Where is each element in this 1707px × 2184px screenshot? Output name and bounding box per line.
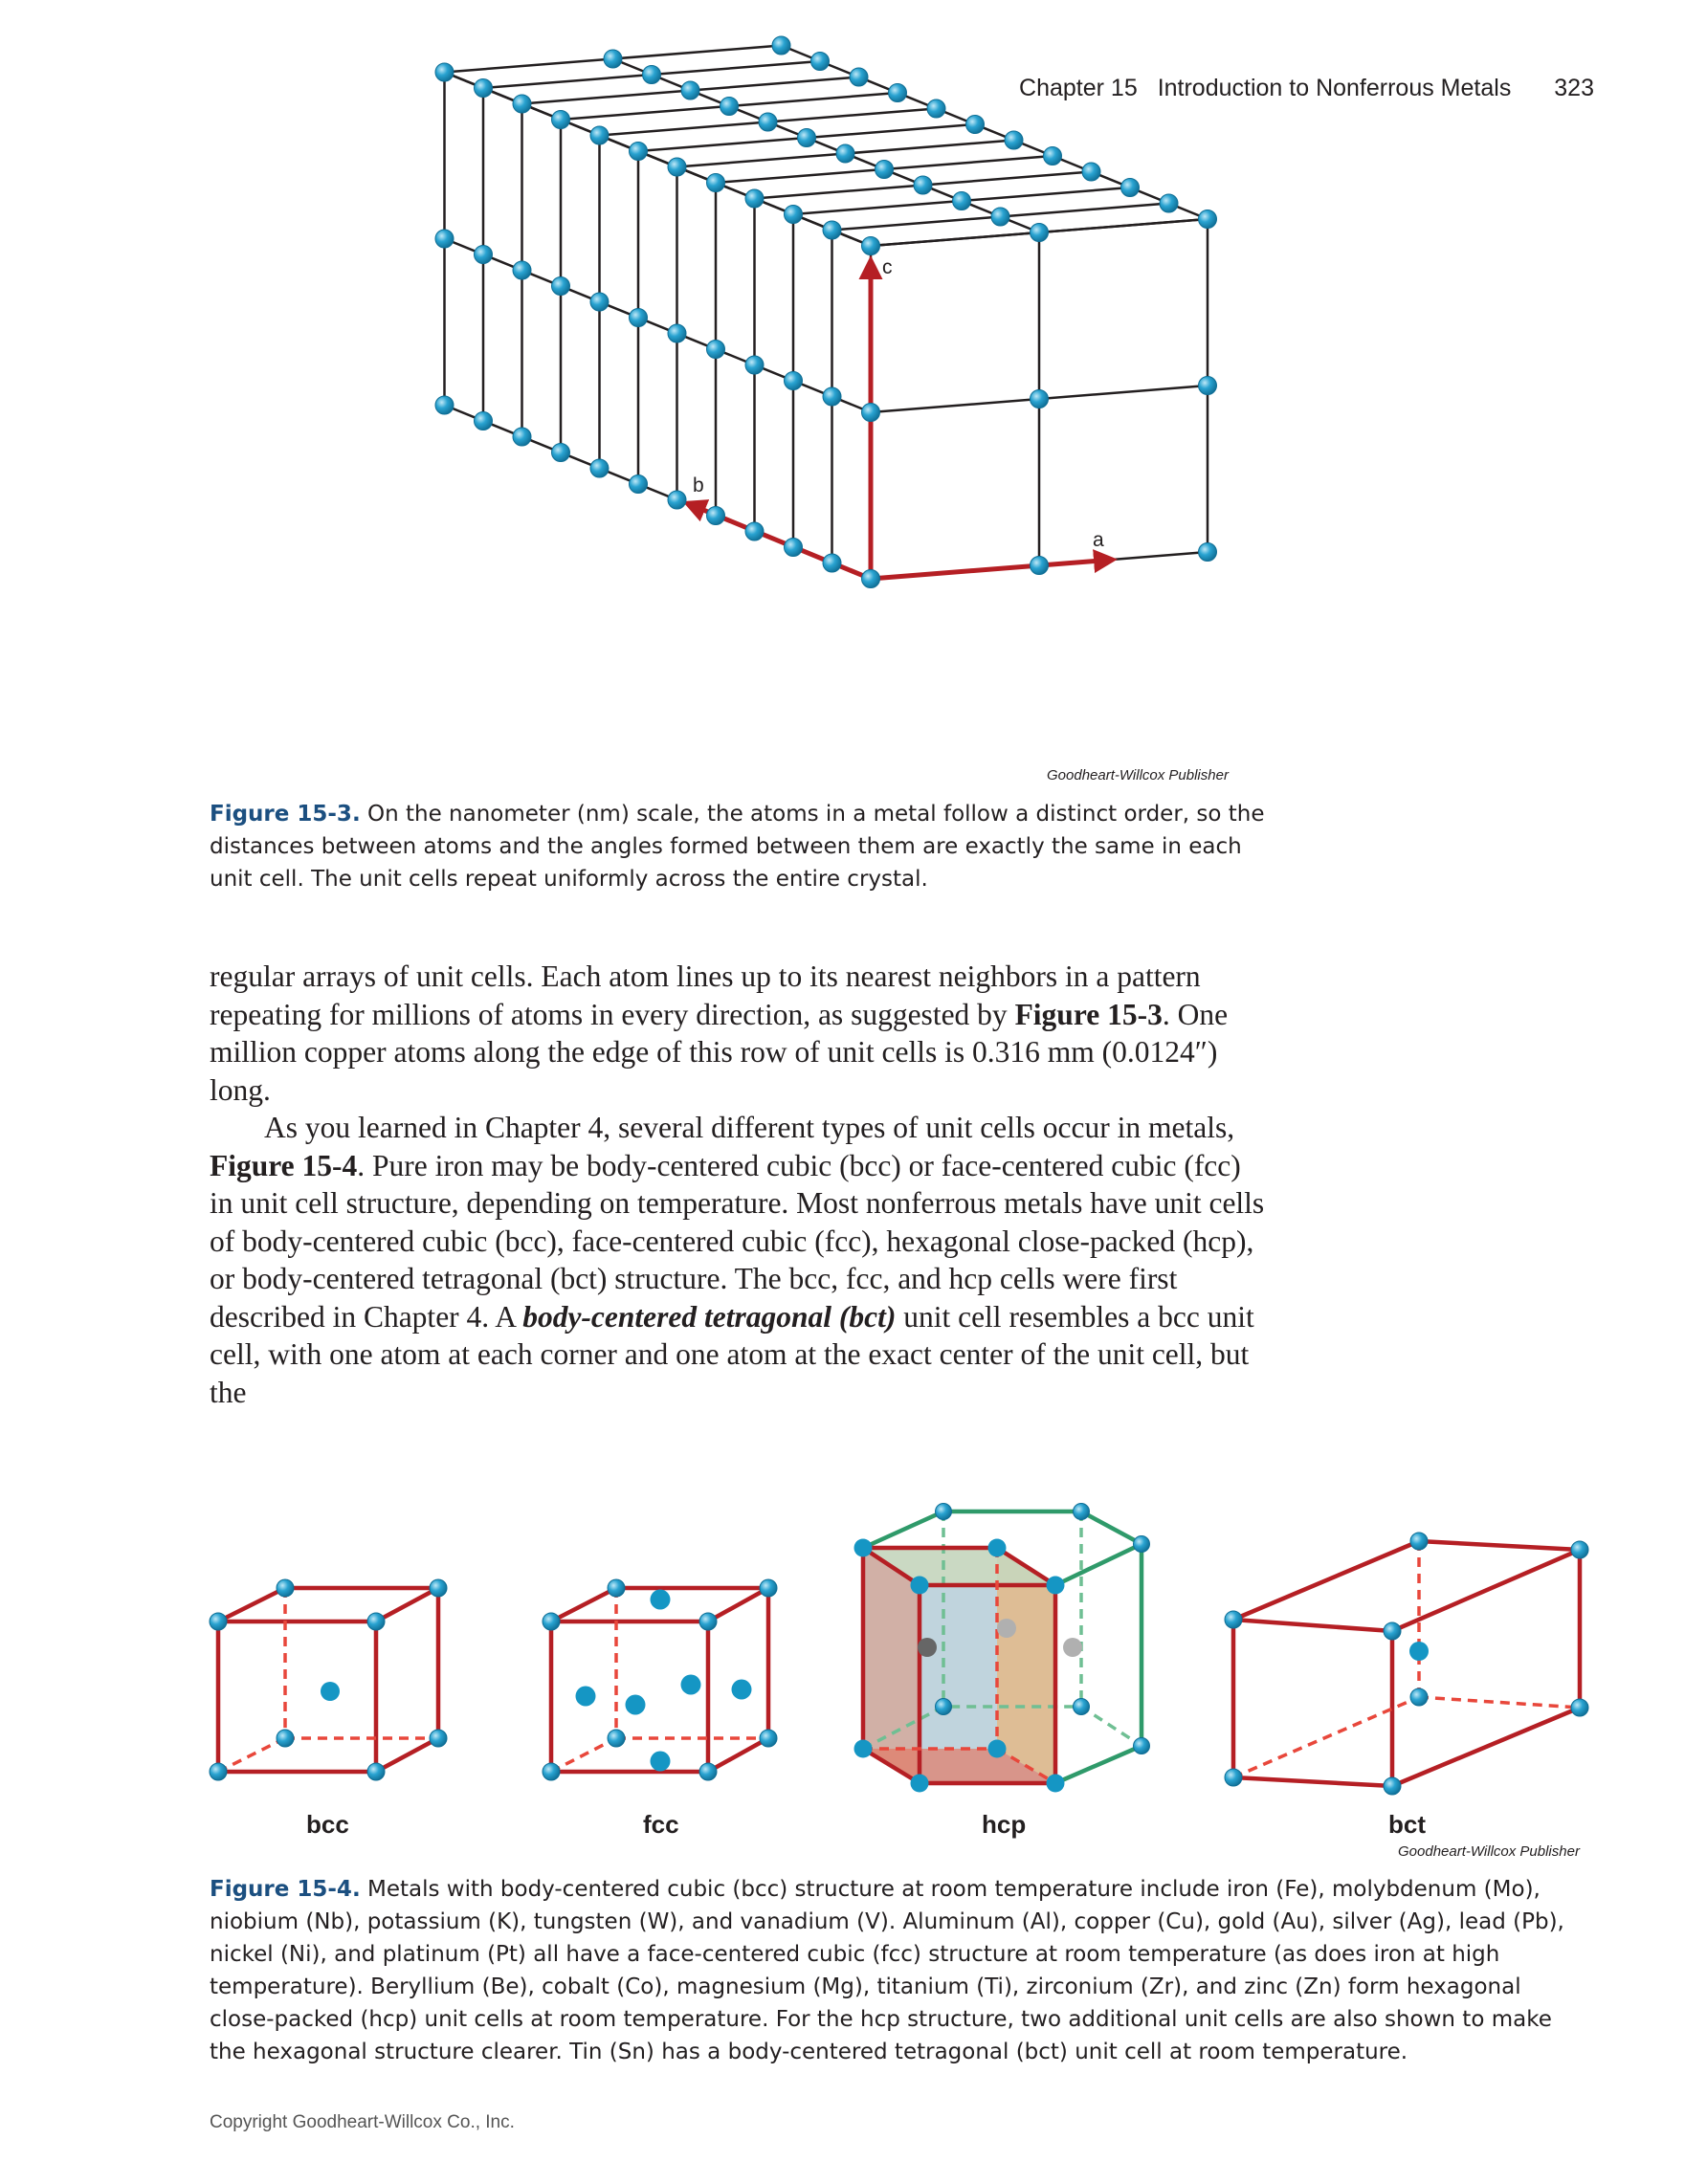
figure-15-4-caption-text: Metals with body-centered cubic (bcc) structure at room temperature include iron (Fe), molybdenum (Mo), niobium (Nb), potassium (K), tungsten (W), and vanadium (V). Aluminum (Al), copper (Cu), gold (Au), silver (Ag), lead (Pb), nickel (Ni), and platinum (Pt) all have a face-centered cubic (fcc) structure at room temperature (as does iron at high temperature). Beryllium (Be), cobalt (Co), magnesium (Mg), titanium (Ti), zirconium (Zr), and zinc (Zn) form hexagonal close-packed (hcp) unit cells at room temperature. For the hcp structure, two additional unit cells are also shown to make the hexagonal structure clearer. Tin (Sn) has a body-centered tetragonal (bct) unit cell at room temperature. bbox=[210, 1877, 1564, 2064]
corner-atom bbox=[430, 1579, 447, 1597]
lattice-atom bbox=[552, 444, 570, 462]
figure-15-3-label: Figure 15-3. bbox=[210, 802, 361, 827]
axis-c-label: c bbox=[882, 256, 893, 278]
lattice-atom bbox=[1199, 210, 1217, 229]
lattice-atom bbox=[590, 459, 609, 477]
lattice-atom bbox=[1199, 543, 1217, 562]
chapter-number: Chapter 15 bbox=[1019, 75, 1138, 101]
lattice-atom bbox=[513, 261, 531, 279]
lattice-atom bbox=[707, 341, 725, 359]
lattice-atom bbox=[876, 161, 894, 179]
figure-15-3-caption bbox=[210, 798, 1272, 895]
paragraph-1-end: . One million copper atoms along the edge of this row of unit cells is 0.316 mm (0.0124″) long. bbox=[210, 997, 1229, 1107]
face-center-atom bbox=[626, 1695, 646, 1715]
lattice-atom bbox=[745, 356, 764, 374]
hcp-atom bbox=[911, 1577, 929, 1595]
lattice-atom bbox=[1031, 390, 1049, 408]
label-bct: bct bbox=[1388, 1810, 1426, 1839]
unit-cells-figure bbox=[0, 1492, 1707, 1837]
hcp-atom bbox=[1047, 1577, 1065, 1595]
corner-atom bbox=[699, 1763, 717, 1780]
hcp-atom bbox=[1134, 1536, 1150, 1553]
label-fcc: fcc bbox=[643, 1810, 679, 1839]
lattice-atom bbox=[668, 491, 686, 509]
hcp-atom bbox=[854, 1539, 873, 1557]
face-center-atom bbox=[681, 1675, 701, 1695]
lattice-atom bbox=[513, 428, 531, 446]
corner-atom bbox=[608, 1730, 625, 1747]
lattice-atom bbox=[823, 221, 841, 239]
lattice-atoms bbox=[435, 36, 1217, 588]
lattice-atom bbox=[759, 113, 777, 131]
corner-atom bbox=[1410, 1688, 1428, 1706]
lattice-atom bbox=[707, 507, 725, 525]
lattice-atom bbox=[1005, 131, 1023, 149]
corner-atom bbox=[1384, 1777, 1401, 1795]
corner-atom bbox=[1225, 1611, 1242, 1628]
hcp-interior-atom bbox=[918, 1638, 937, 1657]
lattice-atom bbox=[862, 570, 880, 588]
corner-atom bbox=[277, 1730, 294, 1747]
lattice-atom bbox=[811, 53, 830, 71]
lattice-atom bbox=[435, 63, 454, 81]
key-term-bct: body-centered tetragonal (bct) bbox=[522, 1299, 897, 1334]
lattice-atom bbox=[435, 396, 454, 414]
lattice-atom bbox=[513, 95, 531, 113]
lattice-atom bbox=[435, 230, 454, 248]
lattice-atom bbox=[745, 522, 764, 540]
lattice-atom bbox=[1199, 377, 1217, 395]
lattice-atom bbox=[862, 404, 880, 422]
lattice-atom bbox=[991, 208, 1009, 226]
figure-15-3-reference: Figure 15-3 bbox=[1014, 997, 1163, 1031]
hcp-atom bbox=[911, 1775, 929, 1793]
hcp-atom bbox=[988, 1539, 1007, 1557]
lattice-atom bbox=[785, 206, 803, 224]
corner-atom bbox=[1571, 1699, 1588, 1716]
lattice-atom bbox=[798, 129, 816, 147]
lattice-atom bbox=[630, 475, 648, 494]
lattice-atom bbox=[862, 237, 880, 255]
hcp-atom bbox=[988, 1740, 1007, 1758]
lattice-atom bbox=[668, 324, 686, 342]
lattice-atom bbox=[914, 176, 932, 194]
hcp-atom bbox=[1047, 1775, 1065, 1793]
paragraph-2-middle: . Pure iron may be body-centered cubic (bcc) or face-centered cubic (fcc) in unit cell structure, depending on temperature. Most nonferrous metals have unit cells of body-centered cubic (bcc), face-centered cubic (fcc), hexagonal close-packed (hcp), or body-centered tetragonal (bct) structure. The bcc, fcc, and hcp cells were first described in Chapter 4. A bbox=[210, 1148, 1265, 1334]
lattice-atom bbox=[475, 412, 493, 430]
lattice-atom bbox=[953, 192, 971, 210]
figure-15-3-caption-text: On the nanometer (nm) scale, the atoms in a metal follow a distinct order, so the distances between atoms and the angles formed between them are exactly the same in each unit cell. The unit cells repeat uniformly across the entire crystal. bbox=[210, 802, 1265, 892]
corner-atom bbox=[543, 1613, 560, 1630]
lattice-atom bbox=[720, 98, 739, 116]
lattice-bond bbox=[445, 239, 872, 413]
hcp-atom bbox=[854, 1740, 873, 1758]
hcp-atom bbox=[1134, 1738, 1150, 1754]
lattice-atom bbox=[630, 309, 648, 327]
figure-15-4-label: Figure 15-4. bbox=[210, 1877, 361, 1902]
face-center-atom bbox=[651, 1590, 671, 1610]
label-bcc: bcc bbox=[306, 1810, 349, 1839]
corner-atom bbox=[1410, 1533, 1428, 1550]
hcp-atom bbox=[936, 1504, 952, 1520]
lattice-atom bbox=[1031, 224, 1049, 242]
lattice-bond bbox=[782, 46, 1208, 220]
body-text bbox=[210, 958, 1272, 1411]
lattice-atom bbox=[630, 143, 648, 161]
figure-15-4-credit: Goodheart-Willcox Publisher bbox=[1398, 1843, 1580, 1860]
copyright-footer: Copyright Goodheart-Willcox Co., Inc. bbox=[210, 2112, 515, 2132]
lattice-atom bbox=[745, 189, 764, 208]
lattice-atom bbox=[927, 99, 945, 118]
hcp-interior-atom bbox=[1063, 1638, 1082, 1657]
corner-atom bbox=[1571, 1541, 1588, 1558]
lattice-atom bbox=[590, 126, 609, 144]
lattice-atom bbox=[552, 111, 570, 129]
paragraph-2 bbox=[210, 1109, 1272, 1411]
lattice-atom bbox=[475, 246, 493, 264]
lattice-atom bbox=[823, 554, 841, 572]
lattice-atom bbox=[889, 84, 907, 102]
face-center-atom bbox=[732, 1680, 752, 1700]
label-hcp: hcp bbox=[982, 1810, 1027, 1839]
figure-15-3-credit: Goodheart-Willcox Publisher bbox=[1047, 767, 1229, 783]
corner-atom bbox=[367, 1613, 385, 1630]
page-number: 323 bbox=[1554, 75, 1594, 101]
hcp-interior-atom bbox=[997, 1619, 1016, 1638]
chapter-title: Introduction to Nonferrous Metals bbox=[1157, 75, 1512, 101]
corner-atom bbox=[277, 1579, 294, 1597]
lattice-atom bbox=[785, 372, 803, 390]
corner-atom bbox=[367, 1763, 385, 1780]
corner-atom bbox=[1384, 1622, 1401, 1640]
corner-atom bbox=[760, 1579, 777, 1597]
corner-atom bbox=[608, 1579, 625, 1597]
paragraph-1-text: regular arrays of unit cells. Each atom lines up to its nearest neighbors in a pattern repeating for millions of atoms in every direction, as suggested by bbox=[210, 960, 1201, 1031]
body-center-atom bbox=[1409, 1642, 1429, 1661]
lattice-atom bbox=[707, 174, 725, 192]
axis-a-label: a bbox=[1093, 529, 1104, 551]
paragraph-2-text: As you learned in Chapter 4, several different types of unit cells occur in metals, bbox=[264, 1111, 1235, 1144]
corner-atom bbox=[430, 1730, 447, 1747]
face-center-atom bbox=[576, 1687, 596, 1707]
axis-a-arrow bbox=[871, 560, 1113, 579]
corner-atom bbox=[210, 1613, 227, 1630]
crystal-lattice-figure bbox=[0, 0, 1707, 804]
lattice-atom bbox=[681, 81, 699, 99]
body-center-atom bbox=[321, 1682, 340, 1701]
lattice-atom bbox=[823, 387, 841, 406]
lattice-atom bbox=[668, 158, 686, 176]
lattice-bond bbox=[445, 73, 872, 247]
lattice-atom bbox=[1031, 557, 1049, 575]
face-center-atom bbox=[651, 1752, 671, 1772]
corner-atom bbox=[760, 1730, 777, 1747]
corner-atom bbox=[543, 1763, 560, 1780]
hcp-atom bbox=[936, 1699, 952, 1715]
lattice-atom bbox=[604, 50, 622, 68]
lattice-atom bbox=[590, 293, 609, 311]
lattice-atom bbox=[785, 539, 803, 557]
axis-b-label: b bbox=[693, 474, 704, 496]
hcp-atom bbox=[1074, 1504, 1090, 1520]
lattice-atom bbox=[772, 36, 790, 55]
lattice-atom bbox=[836, 144, 854, 163]
lattice-atom bbox=[1044, 147, 1062, 165]
bct-cell bbox=[1233, 1541, 1580, 1786]
paragraph-2-end: unit cell resembles a bcc unit cell, with one atom at each corner and one atom at the exact center of the unit cell, but the bbox=[210, 1299, 1254, 1409]
lattice-atom bbox=[1082, 163, 1100, 181]
figure-15-4-reference: Figure 15-4 bbox=[210, 1148, 358, 1182]
fcc-cell bbox=[551, 1588, 768, 1772]
figure-15-4-caption bbox=[210, 1873, 1568, 2068]
corner-atom bbox=[1225, 1769, 1242, 1786]
lattice-atom bbox=[1160, 194, 1178, 212]
lattice-atom bbox=[643, 66, 661, 84]
bcc-cell bbox=[218, 1588, 438, 1772]
paragraph-1 bbox=[210, 958, 1272, 1109]
lattice-atom bbox=[475, 79, 493, 98]
corner-atom bbox=[699, 1613, 717, 1630]
corner-atom bbox=[210, 1763, 227, 1780]
lattice-atom bbox=[1121, 179, 1140, 197]
lattice-atom bbox=[966, 116, 985, 134]
lattice-atom bbox=[850, 68, 868, 86]
hcp-atom bbox=[1074, 1699, 1090, 1715]
lattice-atom bbox=[552, 277, 570, 296]
